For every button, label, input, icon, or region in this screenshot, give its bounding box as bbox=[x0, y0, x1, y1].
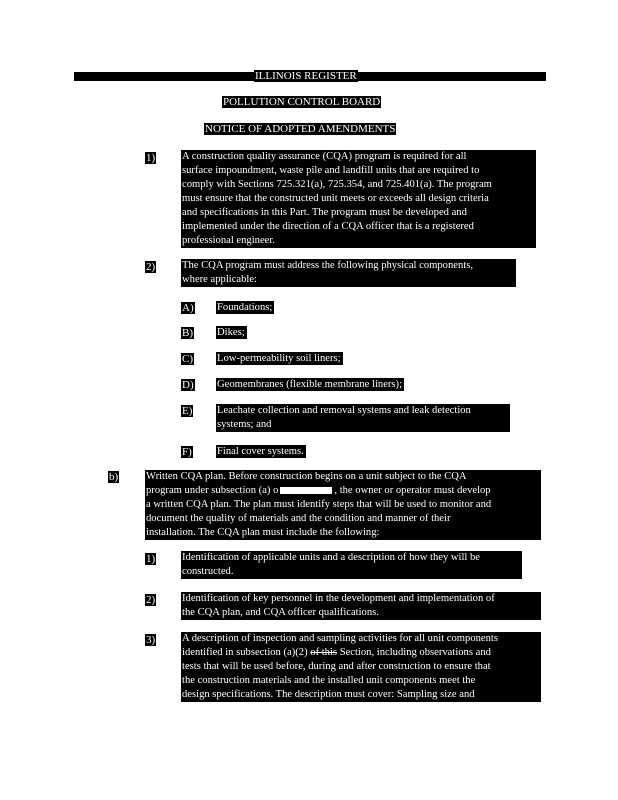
item-b3-label: 3) bbox=[146, 634, 156, 646]
text-line: Written CQA plan. Before construction begins on a unit subject to the CQA bbox=[146, 471, 467, 482]
text-line: design specifications. The description must cover: Sampling size and bbox=[182, 689, 475, 700]
item-b1-text bbox=[181, 551, 522, 579]
notice-title: NOTICE OF ADOPTED AMENDMENTS bbox=[205, 123, 396, 135]
subitem-a-text: Foundations; bbox=[217, 302, 273, 313]
subitem-e-label: E) bbox=[182, 405, 193, 417]
item-a1-text bbox=[181, 150, 536, 248]
text-fragment: , the owner or operator must develop bbox=[334, 485, 491, 496]
text-line-with-redaction bbox=[146, 484, 539, 498]
text-line: comply with Sections 725.321(a), 725.354, and 725.401(a). The program bbox=[182, 179, 492, 190]
item-a2-label: 2) bbox=[146, 261, 156, 273]
text-line: the CQA plan, and CQA officer qualifications. bbox=[182, 607, 379, 618]
text-line: systems; and bbox=[217, 419, 272, 430]
text-line: professional engineer. bbox=[182, 235, 275, 246]
redaction-mark bbox=[280, 487, 332, 494]
item-b2-label: 2) bbox=[146, 594, 156, 606]
text-line: and specifications in this Part. The program must be developed and bbox=[182, 207, 467, 218]
text-line: Leachate collection and removal systems and leak detection bbox=[217, 405, 471, 416]
item-b1-label: 1) bbox=[146, 553, 156, 565]
text-line: where applicable: bbox=[182, 274, 257, 285]
register-title: ILLINOIS REGISTER bbox=[255, 70, 357, 82]
text-line: A construction quality assurance (CQA) program is required for all bbox=[182, 151, 467, 162]
subitem-c-text: Low-permeability soil liners; bbox=[217, 353, 341, 364]
text-fragment: Section, including observations and bbox=[337, 647, 491, 658]
text-fragment: program under subsection (a) o bbox=[146, 485, 279, 496]
item-a1-label: 1) bbox=[146, 152, 156, 164]
text-line: must ensure that the constructed unit meets or exceeds all design criteria bbox=[182, 193, 489, 204]
struck-text: of this bbox=[310, 647, 338, 658]
item-b-label: b) bbox=[109, 471, 119, 483]
subitem-d-text: Geomembranes (flexible membrane liners); bbox=[217, 379, 403, 390]
text-line: constructed. bbox=[182, 566, 234, 577]
subitem-d-label: D) bbox=[182, 379, 194, 391]
text-line: a written CQA plan. The plan must identify steps that will be used to monitor and bbox=[146, 499, 492, 510]
text-line: The CQA program must address the following physical components, bbox=[182, 260, 473, 271]
text-line: document the quality of materials and the condition and manner of their bbox=[146, 513, 451, 524]
subitem-f-text: Final cover systems. bbox=[217, 446, 304, 457]
text-line: tests that will be used before, during and after construction to ensure that bbox=[182, 661, 491, 672]
subitem-a-label: A) bbox=[182, 302, 194, 314]
text-line-with-strike bbox=[182, 646, 539, 660]
text-line: Identification of applicable units and a description of how they will be bbox=[182, 552, 481, 563]
subitem-f-label: F) bbox=[182, 446, 192, 458]
text-line: the construction materials and the installed unit components meet the bbox=[182, 675, 476, 686]
subitem-e-text bbox=[216, 404, 510, 432]
item-b-text bbox=[145, 470, 541, 540]
text-fragment: identified in subsection (a)(2) bbox=[182, 647, 311, 658]
subitem-b-label: B) bbox=[182, 327, 193, 339]
text-line: Identification of key personnel in the development and implementation of bbox=[182, 593, 495, 604]
item-b2-text bbox=[181, 592, 541, 620]
text-line: surface impoundment, waste pile and landfill units that are required to bbox=[182, 165, 480, 176]
subitem-c-label: C) bbox=[182, 353, 193, 365]
subitem-b-text: Dikes; bbox=[217, 327, 245, 338]
item-a2-text bbox=[181, 259, 516, 287]
board-title: POLLUTION CONTROL BOARD bbox=[223, 96, 381, 108]
item-b3-text bbox=[181, 632, 541, 702]
text-line: installation. The CQA plan must include the following: bbox=[146, 527, 380, 538]
text-line: A description of inspection and sampling activities for all unit components bbox=[182, 633, 498, 644]
text-line: implemented under the direction of a CQA officer that is a registered bbox=[182, 221, 474, 232]
